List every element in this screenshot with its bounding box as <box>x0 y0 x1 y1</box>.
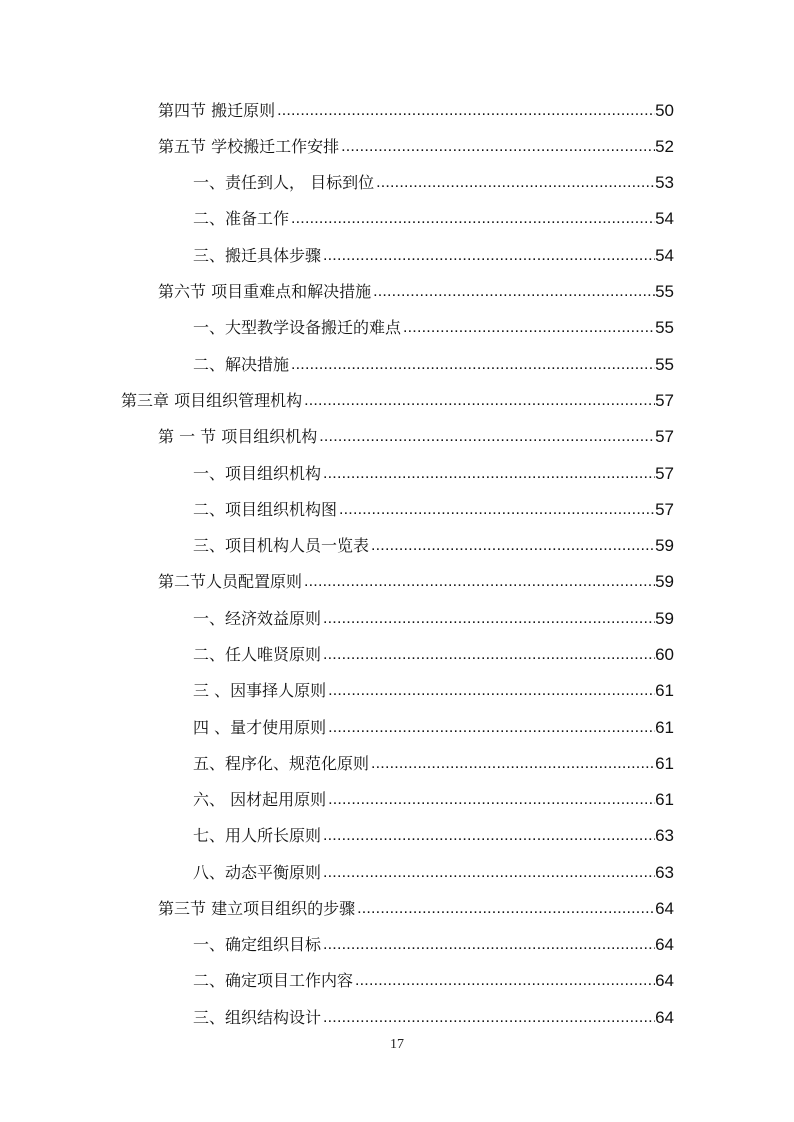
page-number: 17 <box>390 1037 404 1052</box>
dot-leader <box>277 100 655 122</box>
dot-leader <box>323 934 655 956</box>
toc-entry-title: 八、动态平衡原则 <box>193 863 322 882</box>
toc-entry[interactable] <box>193 309 674 339</box>
toc-entry-title: 第二节人员配置原则 <box>158 572 303 591</box>
toc-entry-title: 第三节 建立项目组织的步骤 <box>158 899 356 918</box>
toc-entry-page: 64 <box>655 971 674 990</box>
toc-entry[interactable] <box>158 92 674 122</box>
toc-entry-title: 六、 因材起用原则 <box>193 790 327 809</box>
dot-leader <box>328 717 655 739</box>
dot-leader <box>328 680 655 702</box>
toc-entry-title: 一、大型教学设备搬迁的难点 <box>193 318 402 337</box>
toc-entry[interactable] <box>193 527 674 557</box>
toc-entry[interactable] <box>158 418 674 448</box>
dot-leader <box>371 535 655 557</box>
toc-entry[interactable] <box>193 237 674 267</box>
toc-entry-title: 第四节 搬迁原则 <box>158 101 276 120</box>
toc-entry-title: 四 、量才使用原则 <box>193 718 327 737</box>
toc-entry-page: 55 <box>655 282 674 301</box>
dot-leader <box>339 499 655 521</box>
toc-entry[interactable] <box>158 273 674 303</box>
toc-entry-page: 61 <box>655 718 674 737</box>
toc-entry-page: 63 <box>655 826 674 845</box>
toc-entry-title: 二、确定项目工作内容 <box>193 971 354 990</box>
toc-entry[interactable] <box>193 781 674 811</box>
toc-entry-title: 三 、因事择人原则 <box>193 681 327 700</box>
toc-entry-page: 53 <box>655 173 674 192</box>
toc-entry-title: 一、责任到人， 目标到位 <box>193 173 375 192</box>
toc-entry[interactable] <box>193 999 674 1029</box>
toc-entry-title: 一、经济效益原则 <box>193 609 322 628</box>
toc-entry[interactable] <box>158 563 674 593</box>
toc-entry[interactable] <box>193 455 674 485</box>
toc-entry-page: 61 <box>655 790 674 809</box>
toc-entry[interactable] <box>193 636 674 666</box>
toc-entry-title: 第三章 项目组织管理机构 <box>121 391 303 410</box>
dot-leader <box>355 970 655 992</box>
toc-entry[interactable] <box>193 962 674 992</box>
dot-leader <box>323 608 655 630</box>
toc-entry-title: 三、项目机构人员一览表 <box>193 536 370 555</box>
dot-leader <box>291 354 655 376</box>
toc-entry[interactable] <box>193 164 674 194</box>
toc-entry-page: 54 <box>655 209 674 228</box>
dot-leader <box>328 789 655 811</box>
toc-entry-title: 一、确定组织目标 <box>193 935 322 954</box>
toc-entry-page: 52 <box>655 137 674 156</box>
toc-entry-page: 64 <box>655 935 674 954</box>
toc-entry-title: 二、准备工作 <box>193 209 290 228</box>
toc-entry-title: 三、搬迁具体步骤 <box>193 246 322 265</box>
toc-entry[interactable] <box>158 890 674 920</box>
toc-entry-page: 64 <box>655 1008 674 1027</box>
toc-entry[interactable] <box>193 600 674 630</box>
dot-leader <box>323 245 655 267</box>
dot-leader <box>376 172 655 194</box>
toc-entry-page: 60 <box>655 645 674 664</box>
toc-entry-title: 七、用人所长原则 <box>193 826 322 845</box>
toc-entry[interactable] <box>193 200 674 230</box>
dot-leader <box>291 208 655 230</box>
toc-entry-page: 50 <box>655 101 674 120</box>
toc-entry[interactable] <box>193 491 674 521</box>
dot-leader <box>323 463 655 485</box>
toc-entry-title: 第五节 学校搬迁工作安排 <box>158 137 340 156</box>
dot-leader <box>371 753 655 775</box>
toc-entry-page: 61 <box>655 754 674 773</box>
toc-entry[interactable] <box>193 926 674 956</box>
toc-entry-title: 一、项目组织机构 <box>193 464 322 483</box>
toc-entry-page: 55 <box>655 355 674 374</box>
dot-leader <box>323 644 655 666</box>
toc-entry-page: 64 <box>655 899 674 918</box>
dot-leader <box>341 136 655 158</box>
toc-entry-title: 第 一 节 项目组织机构 <box>158 427 318 446</box>
toc-entry-page: 61 <box>655 681 674 700</box>
toc-entry-page: 59 <box>655 536 674 555</box>
dot-leader <box>403 317 655 339</box>
toc-entry[interactable] <box>158 128 674 158</box>
toc-entry-page: 55 <box>655 318 674 337</box>
dot-leader <box>323 825 655 847</box>
toc-entry-page: 59 <box>655 609 674 628</box>
dot-leader <box>304 390 655 412</box>
toc-entry-title: 二、解决措施 <box>193 355 290 374</box>
toc-entry-page: 59 <box>655 572 674 591</box>
toc-entry[interactable] <box>193 817 674 847</box>
dot-leader <box>323 862 655 884</box>
toc-entry-title: 二、项目组织机构图 <box>193 500 338 519</box>
toc-entry-page: 57 <box>655 500 674 519</box>
toc-entry[interactable] <box>193 709 674 739</box>
dot-leader <box>357 898 655 920</box>
dot-leader <box>304 571 655 593</box>
toc-entry-page: 57 <box>655 464 674 483</box>
toc-entry[interactable] <box>121 382 674 412</box>
toc-entry-page: 63 <box>655 863 674 882</box>
dot-leader <box>373 281 655 303</box>
toc-entry-title: 第六节 项目重难点和解决措施 <box>158 282 372 301</box>
toc-entry-title: 三、组织结构设计 <box>193 1008 322 1027</box>
toc-entry-title: 二、任人唯贤原则 <box>193 645 322 664</box>
toc-entry-page: 57 <box>655 427 674 446</box>
dot-leader <box>319 426 655 448</box>
toc-entry[interactable] <box>193 854 674 884</box>
dot-leader <box>323 1007 655 1029</box>
toc-entry-page: 57 <box>655 391 674 410</box>
toc-entry[interactable] <box>193 346 674 376</box>
toc-entry-page: 54 <box>655 246 674 265</box>
toc-entry[interactable] <box>193 672 674 702</box>
toc-entry-title: 五、程序化、规范化原则 <box>193 754 370 773</box>
toc-entry[interactable] <box>193 745 674 775</box>
